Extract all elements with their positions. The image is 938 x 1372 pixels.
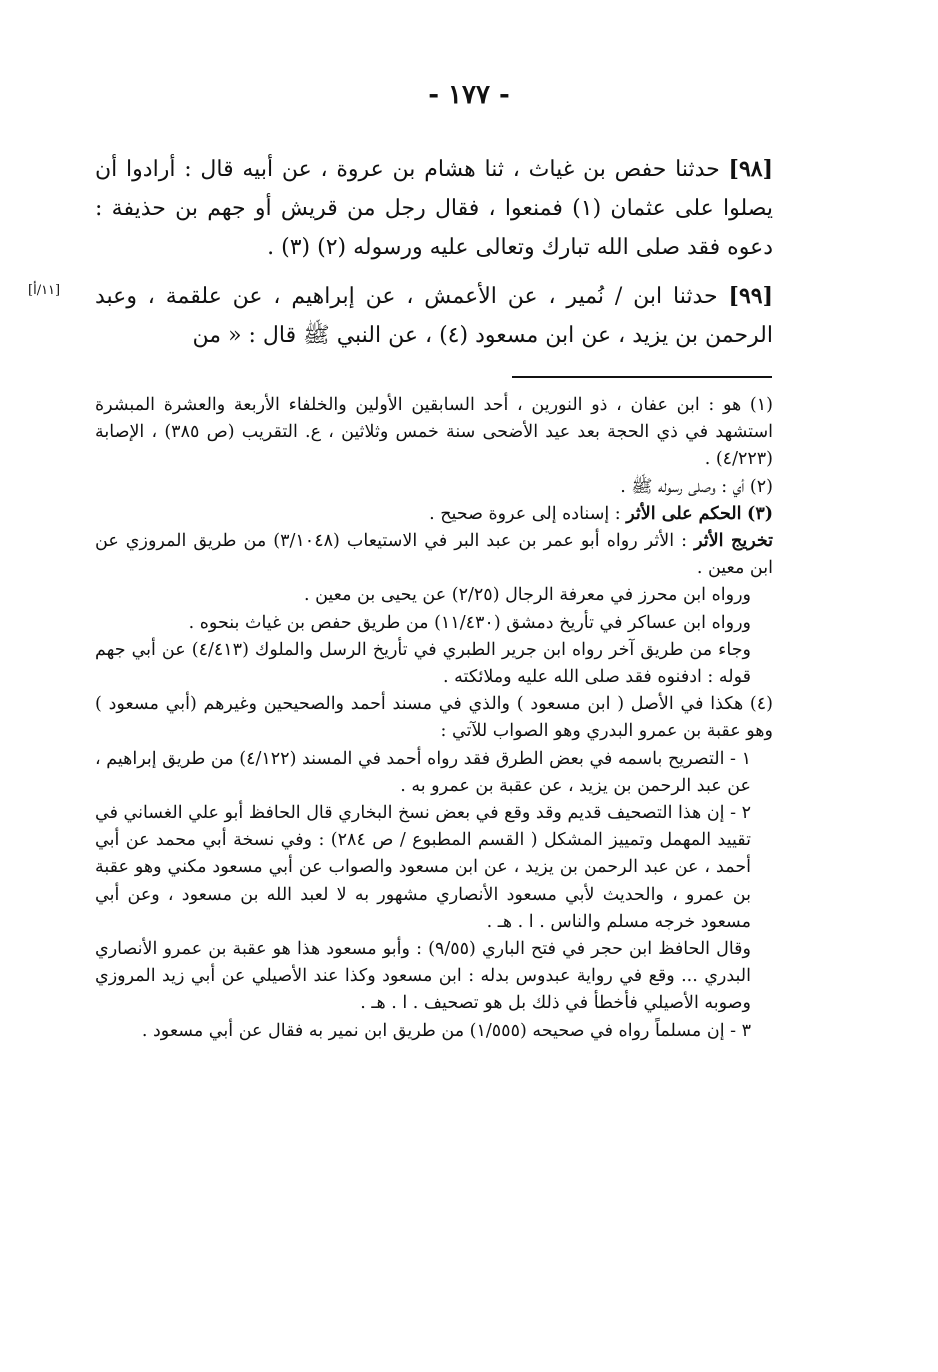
main-text (95, 150, 773, 365)
ruling-label: الحكم على الأثر (626, 503, 742, 524)
takhrij-line-3: ورواه ابن عساكر في تأريخ دمشق (١١/٤٣٠) من طريق حفص بن غياث بنحوه . (188, 612, 751, 633)
footnotes (95, 392, 773, 1045)
paragraph-99 (95, 277, 773, 355)
footnote-4-point-2: ٢ - إن هذا التصحيف قديم وقد وقع في بعض نسخ البخاري قال الحافظ أبو علي الغساني في تقييد المهمل وتمييز المشكل ( القسم المطبوع / ص ٢٨٤) : وفي نسخة أبي محمد عن أبي أحمد ، عن عبد الرحمن بن يزيد ، عن ابن مسعود والصواب عن أبي مسعود مكني وهو عقبة بن عمرو ، والحديث لأبي مسعود الأنصاري مشهور به لا لعبد الله بن مسعود ، وعن أبي مسعود خرجه مسلم والناس . ا . هـ . (95, 803, 751, 932)
footnote-4-point-3: ٣ - إن مسلماً رواه في صحيحه (١/٥٥٥) من طريق ابن نمير به فقال عن أبي مسعود . (141, 1020, 751, 1041)
narration-number: [٩٩] (728, 283, 774, 309)
takhrij-line-2: ورواه ابن محرز في معرفة الرجال (٢/٢٥) عن يحيى بن معين . (303, 585, 751, 606)
takhrij-text: : الأثر رواه أبو عمر بن عبد البر في الاستيعاب (٣/١٠٤٨) من طريق المروزي عن ابن معين . (95, 531, 773, 579)
narration-text: حدثنا حفص بن غياث ، ثنا هشام بن عروة ، عن أبيه قال : أرادوا أن يصلوا على عثمان (١) فمنعوا ، فقال رجل من قريش أو جهم بن حذيفة : دعوه فقد صلى الله تبارك وتعالى عليه ورسوله (٢) (٣) . (95, 157, 773, 260)
footnote-number: (٣) (747, 503, 773, 524)
ruling-text: : إسناده إلى عروة صحيح . (429, 503, 621, 524)
footnote-4-point-1: ١ - التصريح باسمه في بعض الطرق فقد رواه أحمد في المسند (٤/١٢٢) من طريق إبراهيم ، عن عبد الرحمن بن يزيد ، عن عقبة بن عمرو به . (95, 748, 751, 796)
footnote-divider (512, 376, 772, 378)
narration-number: [٩٨] (728, 156, 773, 182)
page-number: - ١٧٧ - (428, 80, 510, 110)
takhrij-paragraph (95, 528, 773, 582)
narration-text: حدثنا ابن / نُمير ، عن الأعمش ، عن إبراهيم ، عن علقمة ، وعبد الرحمن بن يزيد ، عن ابن مسعود (٤) ، عن النبي ﷺ قال : « من (95, 284, 773, 348)
footnote-3 (95, 501, 773, 528)
footnote-1: (١) هو : ابن عفان ، ذو النورين ، أحد السابقين الأولين والخلفاء الأربعة والعشرة المبشرة استشهد في ذي الحجة بعد عيد الأضحى سنة خمس وثلاثين ، ع. التقريب (ص ٣٨٥) ، الإصابة (٤/٢٢٣) . (95, 395, 773, 470)
margin-folio-reference: [١١/أ] (28, 283, 61, 298)
paragraph-98 (95, 150, 773, 267)
footnote-4-ibn-hajar: وقال الحافظ ابن حجر في فتح الباري (٩/٥٥) : وأبو مسعود هذا هو عقبة بن عمرو الأنصاري البدري ... وقع في رواية عبدوس بدله : ابن مسعود وكذا عند الأصيلي عن أبي زيد المروزي وصوبه الأصيلي فأخطأ في ذلك بل هو تصحيف . ا . هـ . (95, 939, 751, 1014)
takhrij-label: تخريج الأثر (694, 531, 774, 552)
footnote-2: (٢) أي : وصلى رسوله ﷺ . (620, 476, 773, 497)
footnote-4: (٤) هكذا في الأصل ( ابن مسعود ) والذي في مسند أحمد والصحيحين وغيرهم (أبي مسعود ) وهو عقبة بن عمرو البدري وهو الصواب للآتي : (95, 694, 773, 742)
takhrij-line-4: وجاء من طريق آخر رواه ابن جرير الطبري في تأريخ الرسل والملوك (٤/٤١٣) عن أبي جهم قوله : ادفنوه فقد صلى الله عليه وملائكته . (95, 639, 751, 688)
